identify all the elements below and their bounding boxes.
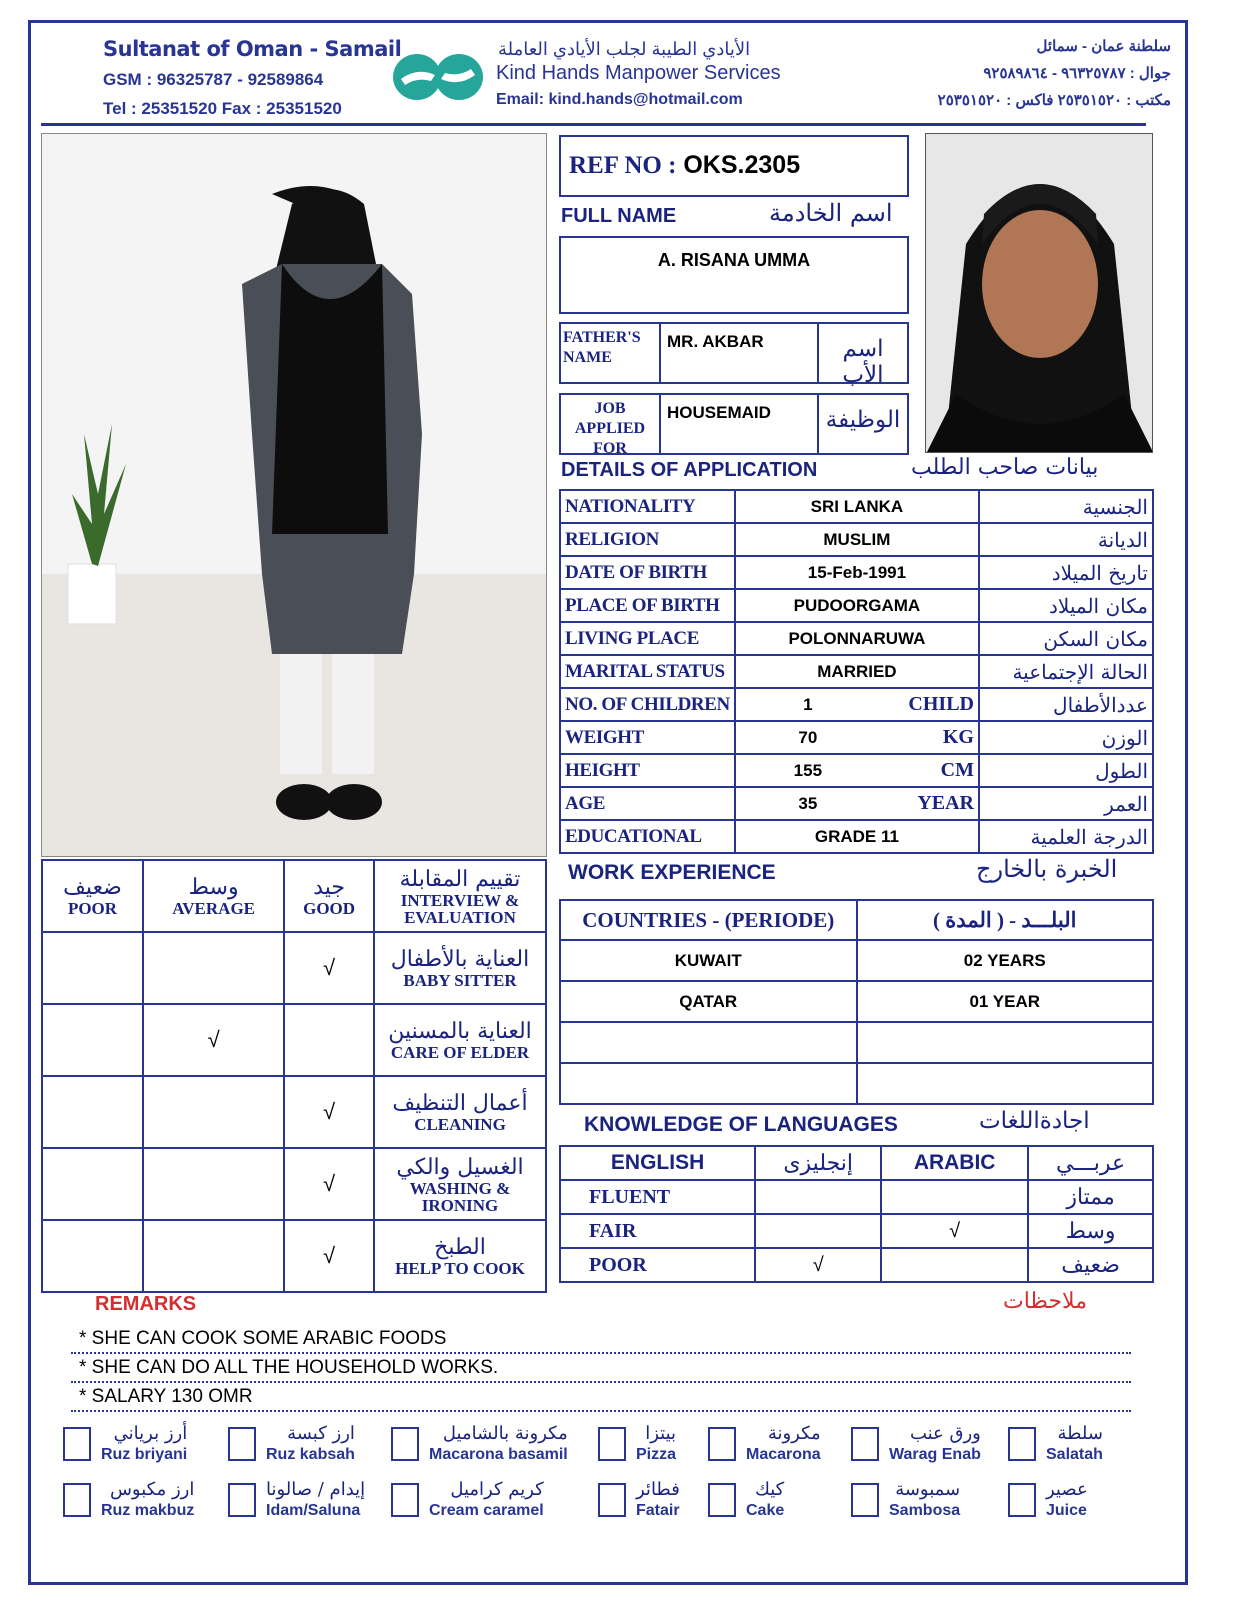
eval-good-cell: √ <box>284 1220 374 1292</box>
food-checkbox[interactable] <box>228 1483 256 1517</box>
eval-skill-label: الغسيل والكي WASHING & IRONING <box>374 1148 546 1220</box>
food-item <box>228 1479 365 1521</box>
evaluation-table <box>41 859 547 1293</box>
remark-line: * SHE CAN DO ALL THE HOUSEHOLD WORKS. <box>71 1354 1131 1383</box>
food-item <box>63 1479 194 1521</box>
food-name-ar: كريم كراميل <box>450 1479 544 1500</box>
language-row <box>560 1248 1153 1282</box>
remarks-label: REMARKS <box>95 1293 197 1315</box>
details-key: WEIGHT <box>560 721 735 754</box>
languages-table <box>559 1145 1154 1283</box>
header-center <box>496 39 826 109</box>
eval-average-cell <box>143 1076 284 1148</box>
father-name-row <box>559 322 909 388</box>
details-table <box>559 489 1154 854</box>
food-checkbox[interactable] <box>391 1427 419 1461</box>
work-experience-label-ar: الخبرة بالخارج <box>976 855 1118 883</box>
work-country <box>560 1022 857 1063</box>
header-left <box>103 37 401 119</box>
food-name-ar: مكرونة بالشاميل <box>442 1423 568 1444</box>
food-name: Sambosa <box>889 1502 961 1519</box>
eval-poor-cell <box>42 1004 143 1076</box>
food-item <box>851 1479 960 1521</box>
ref-number <box>559 135 909 197</box>
details-value: GRADE 11 <box>735 820 979 853</box>
remark-line: * SHE CAN COOK SOME ARABIC FOODS <box>71 1325 1131 1354</box>
lang-arabic-cell <box>881 1180 1028 1214</box>
food-name: Salatah <box>1046 1446 1103 1463</box>
eval-skill-label: أعمال التنظيف CLEANING <box>374 1076 546 1148</box>
lang-header-arabic-ar: عربـــي <box>1028 1146 1153 1180</box>
food-checkbox[interactable] <box>63 1427 91 1461</box>
details-key: NO. OF CHILDREN <box>560 688 735 721</box>
details-row <box>560 820 1153 853</box>
eval-average-cell <box>143 1148 284 1220</box>
details-key-ar: تاريخ الميلاد <box>979 556 1153 589</box>
lang-header-arabic: ARABIC <box>881 1146 1028 1180</box>
eval-average-cell: √ <box>143 1004 284 1076</box>
details-key: MARITAL STATUS <box>560 655 735 688</box>
language-row <box>560 1180 1153 1214</box>
lang-english-cell <box>755 1214 881 1248</box>
details-unit: YEAR <box>880 787 979 820</box>
work-row <box>560 940 1153 981</box>
evaluation-row <box>42 1148 546 1220</box>
work-period <box>857 1063 1154 1104</box>
details-label: DETAILS OF APPLICATION <box>561 459 818 481</box>
details-key: DATE OF BIRTH <box>560 556 735 589</box>
details-row <box>560 490 1153 523</box>
eval-header-average: وسط AVERAGE <box>143 860 284 932</box>
food-item <box>708 1479 784 1521</box>
work-country <box>560 1063 857 1104</box>
details-row <box>560 721 1153 754</box>
ref-value: OKS.2305 <box>683 151 801 179</box>
food-name: Pizza <box>636 1446 677 1463</box>
company-email: Email: kind.hands@hotmail.com <box>496 91 743 108</box>
details-key: LIVING PLACE <box>560 622 735 655</box>
food-checkbox[interactable] <box>851 1427 879 1461</box>
food-checkbox[interactable] <box>598 1427 626 1461</box>
details-row <box>560 655 1153 688</box>
food-name-ar: ارز مكبوس <box>109 1479 195 1500</box>
work-experience-label: WORK EXPERIENCE <box>568 861 776 884</box>
food-name-ar: سلطة <box>1057 1423 1103 1444</box>
lang-arabic-cell <box>881 1248 1028 1282</box>
details-key: AGE <box>560 787 735 820</box>
food-name: Macarona <box>746 1446 821 1463</box>
lang-level: POOR <box>560 1248 755 1282</box>
food-name-ar: أرز برياني <box>113 1423 188 1444</box>
lang-level-ar: وسط <box>1028 1214 1153 1248</box>
lang-header-english: ENGLISH <box>560 1146 755 1180</box>
work-country: QATAR <box>560 981 857 1022</box>
food-name: Idam/Saluna <box>266 1502 361 1519</box>
details-key-ar: الوزن <box>979 721 1153 754</box>
full-body-photo <box>41 133 547 857</box>
work-header-ar: البلـــد - ( المدة ) <box>857 900 1154 940</box>
details-label-ar: بيانات صاحب الطلب <box>911 455 1099 480</box>
portrait-photo <box>925 133 1153 453</box>
language-row <box>560 1214 1153 1248</box>
food-item <box>1008 1423 1103 1465</box>
company-name-ar: الأيادي الطيبة لجلب الأيادي العاملة <box>498 39 751 59</box>
company-name: Kind Hands Manpower Services <box>496 62 781 84</box>
food-item <box>63 1423 187 1465</box>
eval-good-cell: √ <box>284 1148 374 1220</box>
work-row <box>560 1022 1153 1063</box>
details-value: SRI LANKA <box>735 490 979 523</box>
header-tel: Tel : 25351520 Fax : 25351520 <box>103 99 342 118</box>
food-item <box>708 1423 821 1465</box>
food-checkbox[interactable] <box>598 1483 626 1517</box>
work-period <box>857 1022 1154 1063</box>
details-key: HEIGHT <box>560 754 735 787</box>
eval-header-title: تقييم المقابلة INTERVIEW & EVALUATION <box>374 860 546 932</box>
details-key-ar: الجنسية <box>979 490 1153 523</box>
details-key: EDUCATIONAL <box>560 820 735 853</box>
lang-level-ar: ضعيف <box>1028 1248 1153 1282</box>
food-name-ar: ورق عنب <box>909 1423 981 1444</box>
details-unit: CM <box>880 754 979 787</box>
eval-good-cell: √ <box>284 1076 374 1148</box>
lang-arabic-cell: √ <box>881 1214 1028 1248</box>
details-key-ar: الدرجة العلمية <box>979 820 1153 853</box>
food-item <box>851 1423 981 1465</box>
header-gsm: GSM : 96325787 - 92589864 <box>103 70 324 89</box>
food-name: Warag Enab <box>889 1446 981 1463</box>
ref-label: REF NO : <box>569 152 677 179</box>
work-period: 02 YEARS <box>857 940 1154 981</box>
food-name: Ruz kabsah <box>266 1446 355 1463</box>
food-checkbox[interactable] <box>851 1483 879 1517</box>
header-location-ar: سلطنة عمان - سمائل <box>1036 38 1171 55</box>
hands-logo-icon <box>391 53 485 101</box>
details-value: PUDOORGAMA <box>735 589 979 622</box>
details-value: 35 <box>735 787 880 820</box>
remarks-label-ar: ملاحظات <box>1003 1289 1087 1314</box>
lang-level-ar: ممتاز <box>1028 1180 1153 1214</box>
eval-poor-cell <box>42 1220 143 1292</box>
details-unit: CHILD <box>880 688 979 721</box>
food-name-ar: بيتزا <box>645 1423 677 1444</box>
evaluation-row <box>42 932 546 1004</box>
details-row <box>560 523 1153 556</box>
details-value: POLONNARUWA <box>735 622 979 655</box>
food-item <box>598 1479 680 1521</box>
food-name: Juice <box>1046 1502 1087 1519</box>
details-key: RELIGION <box>560 523 735 556</box>
food-name-ar: إيدام / صالونا <box>266 1479 366 1500</box>
details-row <box>560 622 1153 655</box>
details-row <box>560 556 1153 589</box>
full-name-label-ar: اسم الخادمة <box>769 199 893 227</box>
header-divider <box>41 123 1146 126</box>
food-name-ar: ارز كبسة <box>287 1423 355 1444</box>
details-value: 1 <box>735 688 880 721</box>
evaluation-row <box>42 1076 546 1148</box>
details-value: MUSLIM <box>735 523 979 556</box>
lang-english-cell: √ <box>755 1248 881 1282</box>
food-name-ar: مكرونة <box>767 1423 821 1444</box>
details-key-ar: الحالة الإجتماعية <box>979 655 1153 688</box>
food-checkbox[interactable] <box>63 1483 91 1517</box>
full-name-label: FULL NAME <box>561 205 677 227</box>
food-item <box>228 1423 355 1465</box>
evaluation-row <box>42 1220 546 1292</box>
food-name: Fatair <box>636 1502 680 1519</box>
father-name-value: MR. AKBAR <box>661 324 819 382</box>
details-key: NATIONALITY <box>560 490 735 523</box>
food-checkbox[interactable] <box>708 1427 736 1461</box>
details-key: PLACE OF BIRTH <box>560 589 735 622</box>
food-name-ar: كيك <box>755 1479 785 1500</box>
lang-level: FAIR <box>560 1214 755 1248</box>
header-location: Sultanat of Oman - Samail <box>103 37 402 61</box>
details-unit: KG <box>880 721 979 754</box>
header-gsm-ar: جوال : ٩٦٣٢٥٧٨٧ - ٩٢٥٨٩٨٦٤ <box>983 65 1171 82</box>
eval-good-cell: √ <box>284 932 374 1004</box>
evaluation-row <box>42 1004 546 1076</box>
food-item <box>391 1423 568 1465</box>
eval-skill-label: العناية بالمسنين CARE OF ELDER <box>374 1004 546 1076</box>
lang-level: FLUENT <box>560 1180 755 1214</box>
details-row <box>560 589 1153 622</box>
food-checkbox[interactable] <box>708 1483 736 1517</box>
header-right <box>831 37 1171 118</box>
lang-english-cell <box>755 1180 881 1214</box>
details-row <box>560 754 1153 787</box>
job-label: JOB APPLIED FOR <box>561 395 661 453</box>
languages-label: KNOWLEDGE OF LANGUAGES <box>584 1113 898 1136</box>
eval-average-cell <box>143 1220 284 1292</box>
food-name-ar: فطائر <box>636 1479 680 1500</box>
eval-average-cell <box>143 932 284 1004</box>
food-name-ar: عصير <box>1046 1479 1088 1500</box>
eval-poor-cell <box>42 932 143 1004</box>
food-name: Ruz briyani <box>101 1446 188 1463</box>
father-name-label: FATHER'S NAME <box>561 324 661 382</box>
lang-header-english-ar: إنجليزى <box>755 1146 881 1180</box>
eval-poor-cell <box>42 1076 143 1148</box>
work-experience-table <box>559 899 1154 1105</box>
food-name: Ruz makbuz <box>101 1502 195 1519</box>
details-value: 70 <box>735 721 880 754</box>
food-item <box>1008 1479 1088 1521</box>
food-item <box>598 1423 676 1465</box>
father-name-label-ar: اسم الأب <box>842 336 884 388</box>
details-key-ar: الديانة <box>979 523 1153 556</box>
details-value: MARRIED <box>735 655 979 688</box>
job-row <box>559 393 909 455</box>
food-item <box>391 1479 544 1521</box>
details-key-ar: العمر <box>979 787 1153 820</box>
work-country: KUWAIT <box>560 940 857 981</box>
work-row <box>560 1063 1153 1104</box>
job-value: HOUSEMAID <box>661 395 819 453</box>
full-name-value: A. RISANA UMMA <box>559 236 909 314</box>
eval-poor-cell <box>42 1148 143 1220</box>
header-tel-ar: مكتب : ٢٥٣٥١٥٢٠ فاكس : ٢٥٣٥١٥٢٠ <box>937 92 1171 109</box>
details-key-ar: الطول <box>979 754 1153 787</box>
details-value: 15-Feb-1991 <box>735 556 979 589</box>
food-name: Cream caramel <box>429 1502 544 1519</box>
eval-good-cell <box>284 1004 374 1076</box>
eval-skill-label: الطبخ HELP TO COOK <box>374 1220 546 1292</box>
food-checkbox[interactable] <box>1008 1427 1036 1461</box>
details-row <box>560 688 1153 721</box>
eval-header-poor: ضعيف POOR <box>42 860 143 932</box>
food-checkbox[interactable] <box>1008 1483 1036 1517</box>
details-key-ar: عددالأطفال <box>979 688 1153 721</box>
remark-line: * SALARY 130 OMR <box>71 1383 1131 1412</box>
form-frame <box>28 20 1188 1585</box>
details-row <box>560 787 1153 820</box>
details-key-ar: مكان الميلاد <box>979 589 1153 622</box>
job-label-ar: الوظيفة <box>825 407 901 433</box>
food-name: Macarona basamil <box>429 1446 568 1463</box>
food-checkbox[interactable] <box>228 1427 256 1461</box>
details-value: 155 <box>735 754 880 787</box>
food-checkbox[interactable] <box>391 1483 419 1517</box>
work-row <box>560 981 1153 1022</box>
languages-label-ar: اجادةاللغات <box>979 1108 1090 1134</box>
details-key-ar: مكان السكن <box>979 622 1153 655</box>
work-period: 01 YEAR <box>857 981 1154 1022</box>
eval-header-good: جيد GOOD <box>284 860 374 932</box>
food-name: Cake <box>746 1502 785 1519</box>
work-header-en: COUNTRIES - (PERIODE) <box>560 900 857 940</box>
food-name-ar: سمبوسة <box>895 1479 961 1500</box>
eval-skill-label: العناية بالأطفال BABY SITTER <box>374 932 546 1004</box>
